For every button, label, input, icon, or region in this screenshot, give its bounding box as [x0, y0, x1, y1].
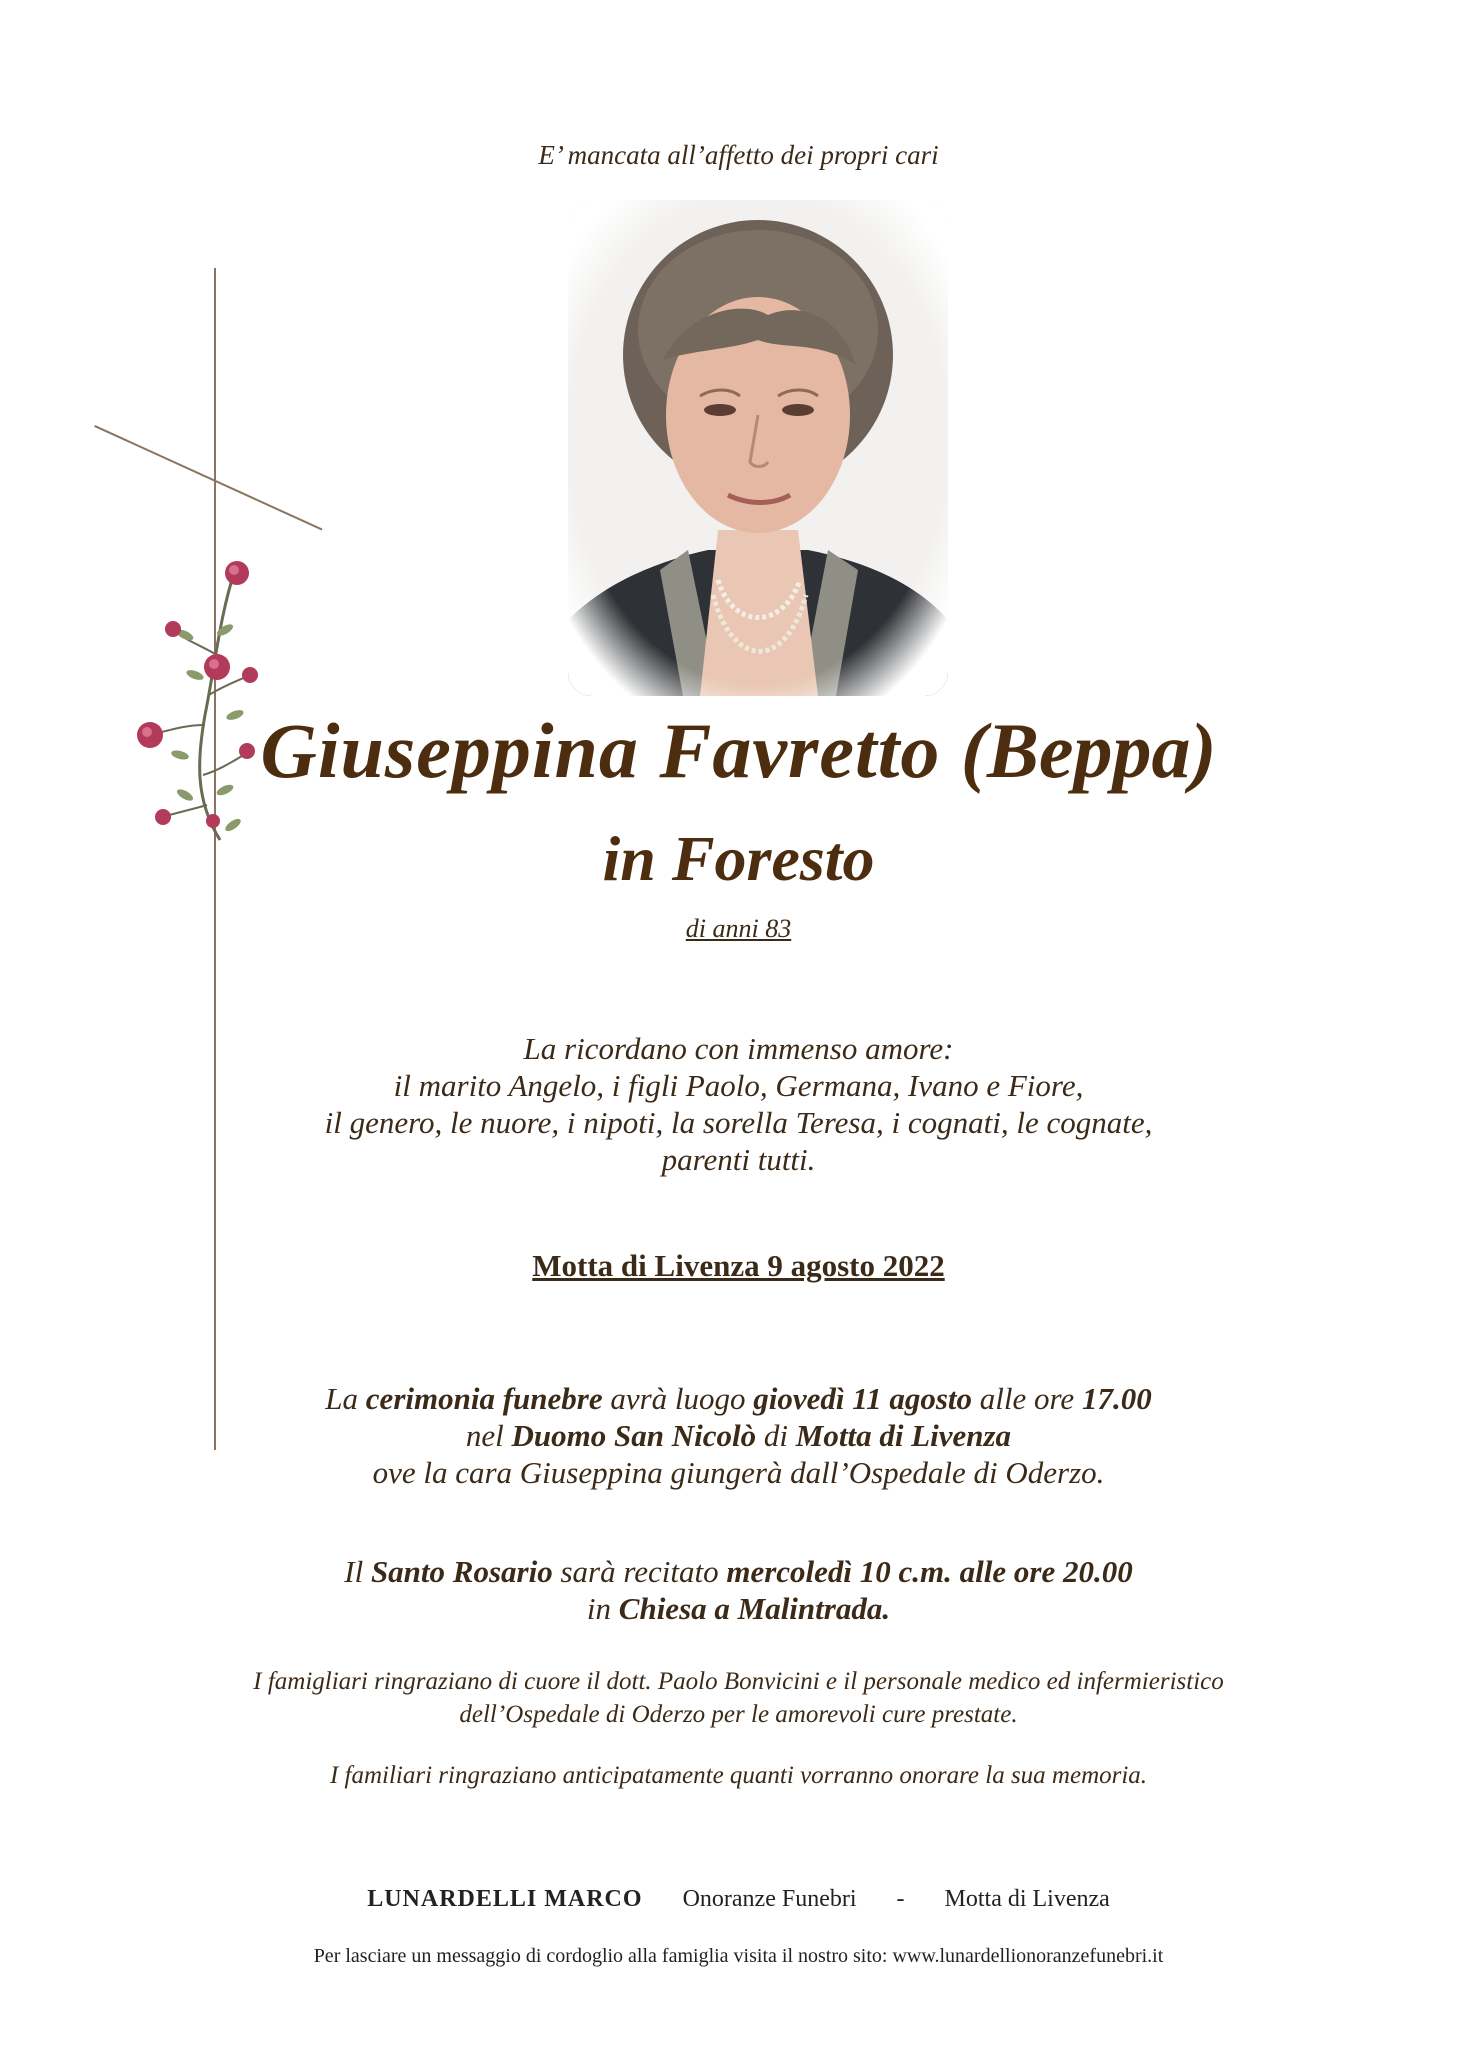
deceased-main-name: Giuseppina Favretto: [260, 707, 941, 794]
rosary-line-1: Il Santo Rosario sarà recitato mercoledì 10 c.m. alle ore 20.00: [344, 1554, 1133, 1589]
cross-horizontal-line: [94, 425, 322, 530]
thanks-line: I famigliari ringraziano di cuore il dott. Paolo Bonvicini e il personale medico ed infermieristico: [253, 1668, 1224, 1695]
footer-dash: -: [896, 1886, 905, 1912]
rosary-line-2: in Chiesa a Malintrada.: [586, 1591, 891, 1626]
deceased-name: [0, 706, 1477, 796]
website-note: Per lasciare un messaggio di cordoglio alla famiglia visita il nostro sito: www.lunardellionoranzefunebri.it: [313, 1945, 1164, 1967]
thanks-line: dell’Ospedale di Oderzo per le amorevoli cure prestate.: [459, 1701, 1018, 1728]
remembrance-line: il genero, le nuore, i nipoti, la sorella Teresa, i cognati, le cognate,: [324, 1105, 1153, 1140]
remembrance-line: il marito Angelo, i figli Paolo, Germana, Ivano e Fiore,: [393, 1068, 1084, 1103]
age-text: di anni 83: [685, 914, 792, 943]
ceremony-line-3: ove la cara Giuseppina giungerà dall’Ospedale di Oderzo.: [372, 1455, 1105, 1490]
roses-decoration-icon: [125, 555, 265, 855]
married-name: in Foresto: [602, 823, 875, 894]
ceremony-line-1: La cerimonia funebre avrà luogo giovedì 11 agosto alle ore 17.00: [325, 1381, 1152, 1416]
place-date: Motta di Livenza 9 agosto 2022: [532, 1248, 945, 1283]
remembrance-line: La ricordano con immenso amore:: [523, 1031, 954, 1066]
funeral-home-town: Motta di Livenza: [944, 1886, 1110, 1912]
funeral-home-footer: [0, 1886, 1477, 1913]
funeral-home-service: Onoranze Funebri: [682, 1886, 857, 1912]
remembrance-block: [0, 1030, 1477, 1178]
remembrance-line: parenti tutti.: [661, 1142, 816, 1177]
portrait-illustration: [568, 200, 948, 696]
rosary-block: [0, 1553, 1477, 1627]
thanks-medical-staff: [0, 1665, 1477, 1731]
funeral-home-name: LUNARDELLI MARCO: [367, 1886, 643, 1912]
intro-text: E’ mancata all’affetto dei propri cari: [538, 140, 939, 170]
ceremony-block: [0, 1380, 1477, 1491]
ceremony-line-2: nel Duomo San Nicolò di Motta di Livenza: [465, 1418, 1012, 1453]
portrait-photo: [568, 200, 948, 696]
deceased-nickname: (Beppa): [960, 707, 1217, 794]
thanks-attendees: I familiari ringraziano anticipatamente quanti vorranno onorare la sua memoria.: [329, 1762, 1148, 1789]
